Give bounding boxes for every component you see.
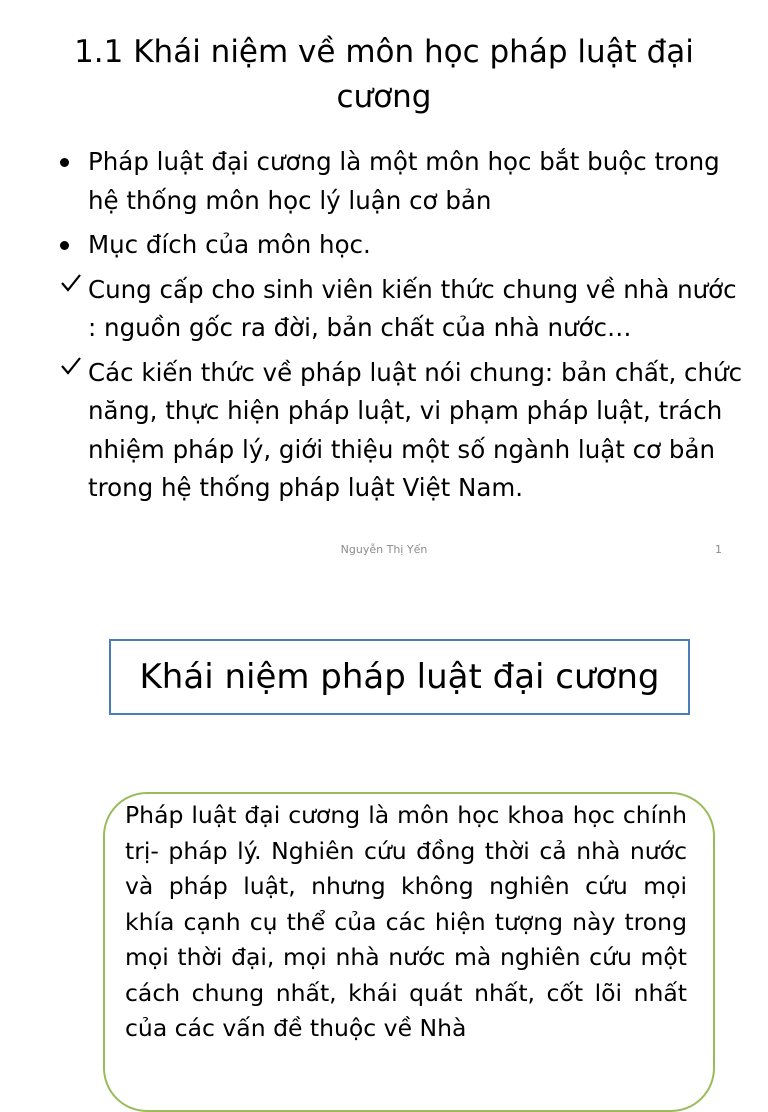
list-item	[58, 143, 748, 220]
list-item-text: Các kiến thức về pháp luật nói chung: bản chất, chức năng, thực hiện pháp luật, vi phạm pháp luật, trách nhiệm pháp lý, giới thiệu một số ngành luật cơ bản trong hệ thống pháp luật Việt Nam.	[88, 357, 743, 502]
section-title: Khái niệm pháp luật đại cương	[139, 657, 660, 697]
bullet-list	[58, 143, 748, 514]
definition-text: Pháp luật đại cương là môn học khoa học chính trị- pháp lý. Nghiên cứu đồng thời cả nhà nước và pháp luật, nhưng không nghiên cứu mọi khía cạnh cụ thể của các hiện tượng này trong mọi thời đại, mọi nhà nước mà nghiên cứu một cách chung nhất, khái quát nhất, cốt lõi nhất của các vấn đề thuộc về Nhà	[125, 801, 687, 1042]
list-item	[58, 226, 748, 265]
list-item-text: Pháp luật đại cương là một môn học bắt buộc trong hệ thống môn học lý luận cơ bản	[88, 147, 720, 215]
definition-box	[103, 792, 715, 1112]
footer-author: Nguyễn Thị Yến	[340, 543, 428, 556]
slide-title: 1.1 Khái niệm về môn học pháp luật đại cương	[74, 34, 694, 115]
page-number: 1	[715, 543, 722, 556]
section-title-box	[109, 639, 690, 715]
list-item	[58, 271, 748, 348]
list-item-text: Mục đích của môn học.	[88, 230, 371, 259]
list-item-text: Cung cấp cho sinh viên kiến thức chung về nhà nước : nguồn gốc ra đời, bản chất của nhà nước…	[88, 274, 737, 342]
list-item	[58, 354, 748, 508]
